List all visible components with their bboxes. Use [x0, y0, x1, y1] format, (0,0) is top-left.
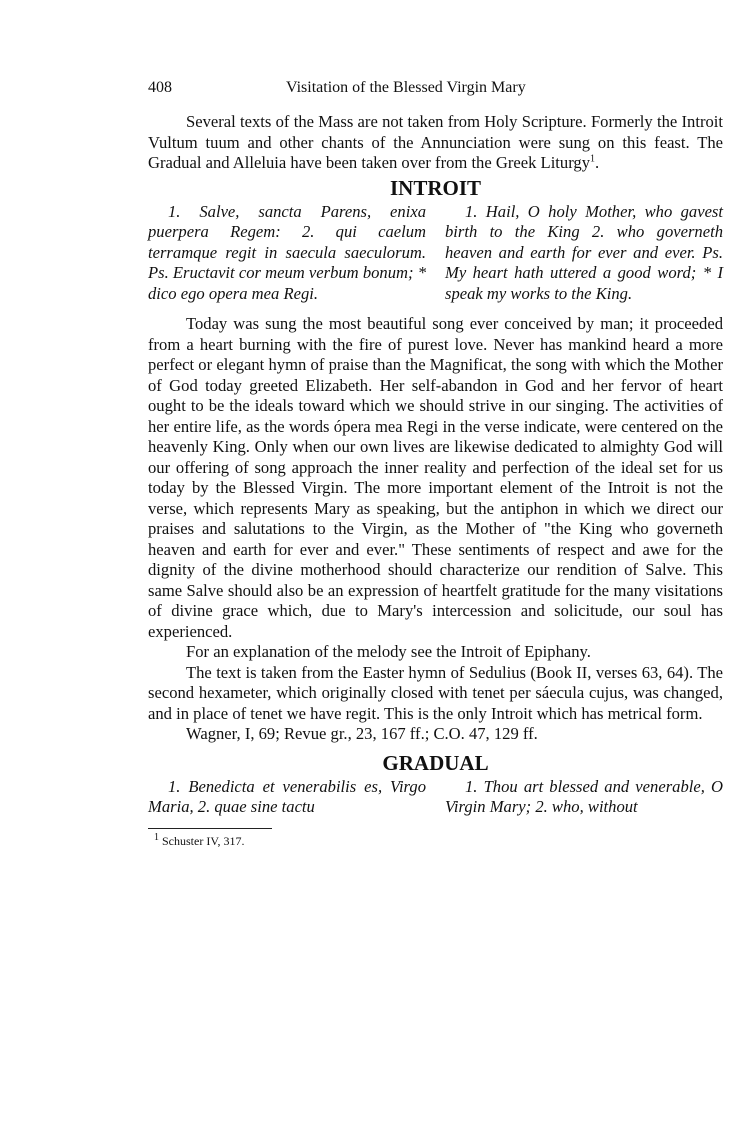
introit-latin [148, 202, 426, 305]
commentary-paragraph-4: Wagner, I, 69; Revue gr., 23, 167 ff.; C.O. 47, 129 ff. [186, 724, 538, 743]
introit-english [445, 202, 723, 305]
gradual-heading: GRADUAL [382, 750, 489, 775]
page-number: 408 [148, 79, 172, 96]
gradual-english [445, 777, 723, 818]
intro-end: . [595, 153, 600, 172]
gradual-columns [148, 777, 723, 818]
introit-latin-text: 1. Salve, sancta Parens, enixa puerpera Regem: 2. qui caelum terramque regit in saecula saeculorum. Ps. Eructavit cor meum verbum bonum; * dico ego opera mea Regi. [148, 201, 426, 303]
gradual-latin-text: 1. Benedicta et venerabilis es, Virgo Maria, 2. quae sine tactu [148, 776, 426, 816]
commentary-paragraph-2: For an explanation of the melody see the Introit of Epiphany. [186, 642, 591, 661]
intro-paragraph [148, 112, 723, 174]
introit-english-text: 1. Hail, O holy Mother, who gavest birth to the King 2. who governeth heaven and earth for ever and ever. Ps. My heart hath uttered a good word; * I speak my works to the King. [445, 201, 723, 303]
footnote-text: Schuster IV, 317. [162, 833, 245, 848]
introit-heading: INTROIT [389, 175, 482, 200]
footnote-mark: 1 [154, 831, 159, 843]
introit-columns [148, 202, 723, 305]
footnote [148, 833, 723, 849]
gradual-latin [148, 777, 426, 818]
footnote-reference: 1 [590, 153, 596, 165]
commentary-paragraph-3: The text is taken from the Easter hymn of Sedulius (Book II, verses 63, 64). The second hexameter, which originally closed with tenet per sáecula cujus, was changed, and in place of tenet we have regit. This is the only Introit which has metrical form. [148, 662, 723, 723]
intro-text: Several texts of the Mass are not taken from Holy Scripture. Formerly the Introit Vultum tuum and other chants of the Annunciation were sung on this feast. The Gradual and Alleluia have been taken over from the Greek Liturgy [148, 112, 723, 172]
running-head [148, 78, 723, 102]
commentary-paragraph-1: Today was sung the most beautiful song ever conceived by man; it proceeded from a heart burning with the fire of purest love. Never has mankind heard a more perfect or elegant hymn of praise than the Magnificat, the song with which the Mother of God today greeted Elizabeth. Her self-abandon in God and her fervor of heart ought to be the ideals toward which we should strive in our singing. The activities of her entire life, as the words ópera mea Regi in the verse indicate, were centered on the heavenly King. Only when our own lives are likewise dedicated to almighty God will our offering of song approach the inner reality and perfection of the ideal set for us today by the Blessed Virgin. The more important element of the Introit is not the verse, which represents Mary as speaking, but the antiphon in which we direct our praises and salutations to the Virgin, as the Mother of "the King who governeth heaven and earth for ever and ever." These sentiments of respect and awe for the dignity of the divine motherhood should characterize our rendition of Salve. This same Salve should also be an expression of heartfelt gratitude for the many visitations of divine grace which, due to Mary's intercession and solicitude, our soul has experienced. [148, 314, 723, 641]
running-title: Visitation of the Blessed Virgin Mary [286, 79, 526, 96]
page [148, 78, 723, 849]
commentary [148, 314, 723, 745]
gradual-english-text: 1. Thou art blessed and venerable, O Virgin Mary; 2. who, without [445, 776, 723, 816]
footnote-rule [148, 828, 272, 829]
